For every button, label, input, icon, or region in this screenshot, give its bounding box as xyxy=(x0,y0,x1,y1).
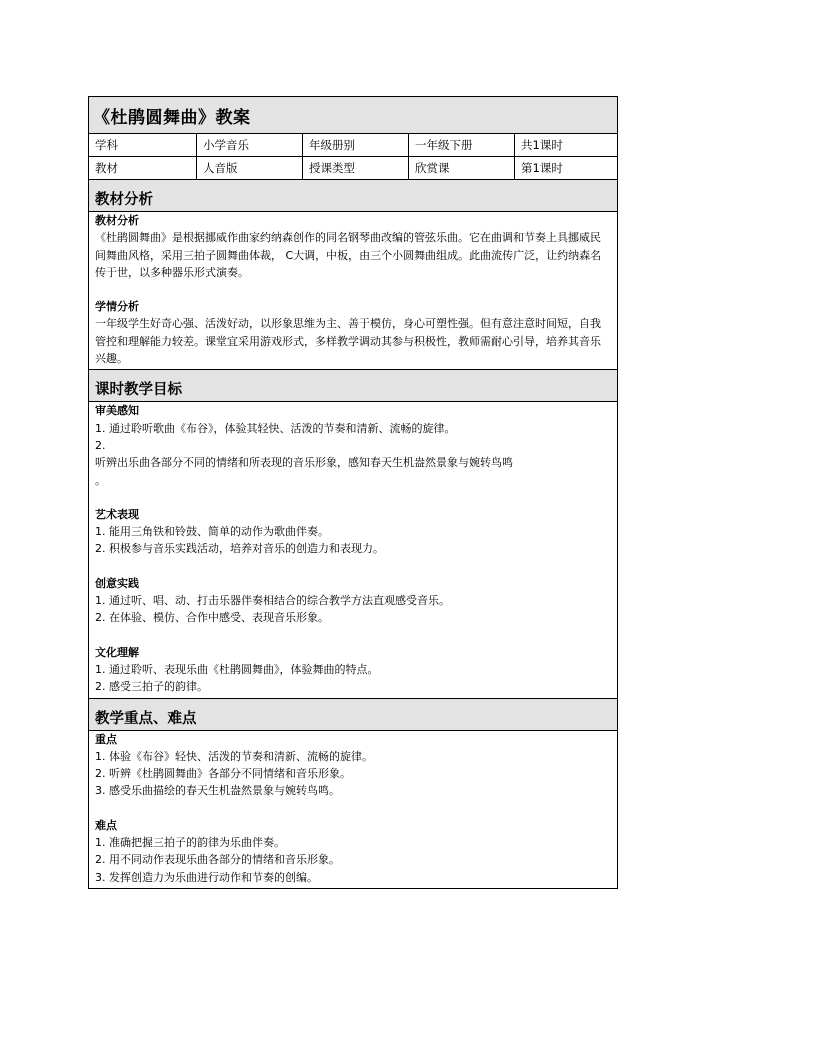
list-item: 听辨出乐曲各部分不同的情绪和所表现的音乐形象，感知春天生机盎然景象与婉转鸟鸣 xyxy=(95,456,513,470)
info-cell: 欣赏课 xyxy=(409,157,515,180)
info-cell: 一年级下册 xyxy=(409,134,515,157)
list-item: 2. 感受三拍子的韵律。 xyxy=(95,680,208,694)
list-item: 1. 通过聆听歌曲《布谷》，体验其轻快、活泼的节奏和清新、流畅的旋律。 xyxy=(95,421,456,435)
info-row-1 xyxy=(89,134,618,157)
subsection-title: 难点 xyxy=(95,818,117,832)
list-item: 1. 体验《布谷》轻快、活泼的节奏和清新、流畅的旋律。 xyxy=(95,749,373,763)
section-title: 教材分析 xyxy=(95,191,153,208)
info-cell: 授课类型 xyxy=(303,157,409,180)
spacer xyxy=(95,800,611,817)
info-cell: 第1课时 xyxy=(515,157,618,180)
section-title: 教学重点、难点 xyxy=(95,709,197,727)
subsection-title: 文化理解 xyxy=(95,645,139,659)
list-item: 1. 准确把握三拍子的韵律为乐曲伴奏。 xyxy=(95,836,285,850)
section-header-goals xyxy=(89,370,618,402)
subsection-title: 审美感知 xyxy=(95,404,139,418)
spacer xyxy=(95,558,611,575)
info-cell: 共1课时 xyxy=(515,134,618,157)
list-item: 2. xyxy=(95,438,106,452)
list-item: 2. 积极参与音乐实践活动，培养对音乐的创造力和表现力。 xyxy=(95,542,384,556)
list-item: 2. 在体验、模仿、合作中感受、表现音乐形象。 xyxy=(95,611,329,625)
section-title: 课时教学目标 xyxy=(95,381,182,399)
paragraph: 《杜鹃圆舞曲》是根据挪威作曲家约纳森创作的同名钢琴曲改编的管弦乐曲。它在曲调和节奏上具挪威民间舞曲风格，采用三拍子圆舞曲体裁， C大调，中板，由三个小圆舞曲组成。此曲流传广泛，让约纳森名传于世，以多种器乐形式演奏。 xyxy=(95,231,602,279)
spacer xyxy=(95,489,611,506)
list-item: 3. 发挥创造力为乐曲进行动作和节奏的创编。 xyxy=(95,870,318,884)
spacer xyxy=(95,281,611,298)
info-cell: 人音版 xyxy=(197,157,303,180)
section-header-keypoints xyxy=(89,698,618,730)
section-body-keypoints xyxy=(89,730,618,888)
title-row xyxy=(89,97,618,134)
subsection-title: 创意实践 xyxy=(95,576,139,590)
list-item: 。 xyxy=(95,473,106,487)
info-cell: 年级册别 xyxy=(303,134,409,157)
subsection-title: 重点 xyxy=(95,732,117,746)
subsection-title: 学情分析 xyxy=(95,300,139,314)
section-body-analysis xyxy=(89,212,618,370)
lesson-plan-table xyxy=(88,96,618,889)
section-body-goals xyxy=(89,402,618,698)
info-cell: 小学音乐 xyxy=(197,134,303,157)
spacer xyxy=(95,627,611,644)
subsection-title: 教材分析 xyxy=(95,214,139,227)
list-item: 2. 听辨《杜鹃圆舞曲》各部分不同情绪和音乐形象。 xyxy=(95,767,351,781)
list-item: 1. 能用三角铁和铃鼓、简单的动作为歌曲伴奏。 xyxy=(95,525,329,539)
list-item: 1. 通过听、唱、动、打击乐器伴奏相结合的综合教学方法直观感受音乐。 xyxy=(95,594,450,608)
document-title: 《杜鹃圆舞曲》教案 xyxy=(93,107,251,128)
subsection-title: 艺术表现 xyxy=(95,507,139,521)
list-item: 2. 用不同动作表现乐曲各部分的情绪和音乐形象。 xyxy=(95,853,340,867)
info-cell: 教材 xyxy=(89,157,197,180)
list-item: 3. 感受乐曲描绘的春天生机盎然景象与婉转鸟鸣。 xyxy=(95,784,340,798)
info-row-2 xyxy=(89,157,618,180)
paragraph: 一年级学生好奇心强、活泼好动，以形象思维为主、善于模仿，身心可塑性强。但有意注意时间短，自我管控和理解能力较差。课堂宜采用游戏形式，多样教学调动其参与积极性，教师需耐心引导，培养其音乐兴趣。 xyxy=(95,317,601,366)
info-cell: 学科 xyxy=(89,134,197,157)
list-item: 1. 通过聆听、表现乐曲《杜鹃圆舞曲》，体验舞曲的特点。 xyxy=(95,662,379,676)
section-header-analysis xyxy=(89,180,618,212)
